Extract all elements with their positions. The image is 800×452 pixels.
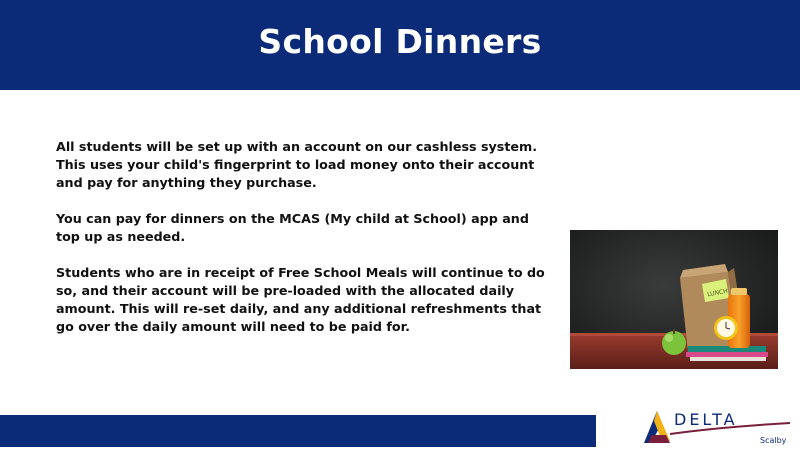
lunch-illustration	[570, 230, 778, 369]
page-title: School Dinners	[258, 21, 542, 61]
svg-text:DELTA: DELTA	[674, 410, 738, 429]
paragraph-mcas: You can pay for dinners on the MCAS (My child at School) app and top up as needed.	[56, 211, 529, 244]
header-bar	[0, 0, 800, 90]
delta-logo	[640, 403, 795, 447]
paragraph-cashless: All students will be set up with an account on our cashless system. This uses your child's fingerprint to load money onto their account and pay for anything they purchase.	[56, 139, 538, 190]
body-text	[56, 138, 556, 354]
svg-text:Scalby: Scalby	[760, 436, 787, 445]
paragraph-free-meals: Students who are in receipt of Free School Meals will continue to do so, and their account will be pre-loaded with the allocated daily amount. This will re-set daily, and any additional refreshments that go over the daily amount will need to be paid for.	[56, 265, 545, 334]
delta-logo-mark	[640, 403, 795, 447]
lunch-photo	[570, 230, 778, 369]
footer-bar	[0, 415, 596, 447]
svg-text:LUNCH: LUNCH	[706, 287, 729, 299]
